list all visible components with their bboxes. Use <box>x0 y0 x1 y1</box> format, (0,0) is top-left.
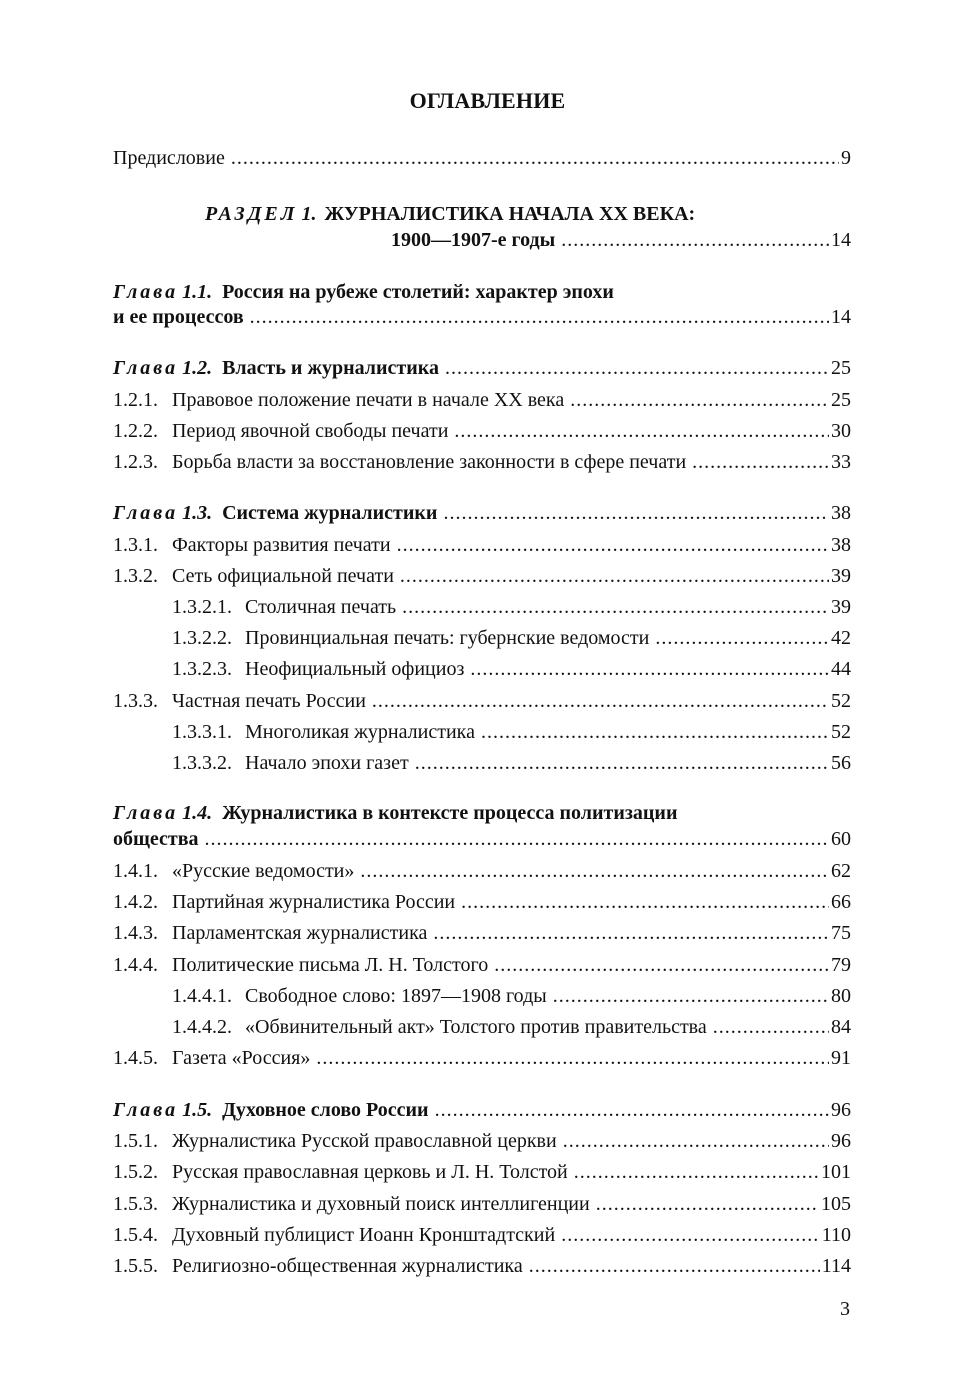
chapter-number: 1.5. <box>182 1099 213 1121</box>
toc-entry-title: Неофициальный официоз <box>245 658 465 680</box>
chapter-title-cont: общества <box>113 828 199 850</box>
toc-page-number: 38 <box>831 534 851 556</box>
toc-page-number: 14 <box>831 306 851 328</box>
chapter-heading-1-3 <box>113 501 437 525</box>
toc-entry-chapter-1-5[interactable] <box>113 1098 851 1122</box>
toc-entry[interactable] <box>113 1046 851 1070</box>
toc-page-number: 56 <box>831 752 851 774</box>
toc-page-number: 84 <box>831 1016 851 1038</box>
toc-page-number: 25 <box>831 357 851 379</box>
toc-entry-title: Предисловие <box>113 147 225 169</box>
toc-entry-number: 1.3.2.2. <box>172 627 232 649</box>
toc-entry[interactable] <box>113 419 851 443</box>
toc-page-number: 91 <box>831 1047 851 1069</box>
toc-entry-title: Сеть официальной печати <box>172 565 394 587</box>
toc-entry-number: 1.4.5. <box>113 1047 158 1069</box>
chapter-number: 1.2. <box>182 357 213 379</box>
toc-entry-title: Духовный публицист Иоанн Кронштадтский <box>172 1224 556 1246</box>
toc-entry-title: Борьба власти за восстановление законности в сфере печати <box>172 451 687 473</box>
toc-entry-title: Свободное слово: 1897—1908 годы <box>245 985 547 1007</box>
dot-leader <box>563 1129 829 1153</box>
dot-leader <box>433 921 829 945</box>
toc-entry[interactable] <box>113 533 851 557</box>
toc-page-number: 44 <box>831 658 851 680</box>
toc-entry-title: Журналистика Русской православной церкви <box>172 1130 557 1152</box>
toc-entry[interactable] <box>113 1223 851 1247</box>
toc-entry-section-1[interactable] <box>391 228 851 252</box>
toc-entry-number: 1.2.3. <box>113 451 158 473</box>
toc-entry-number: 1.2.1. <box>113 389 158 411</box>
chapter-title: Система журналистики <box>222 502 438 524</box>
dot-leader <box>692 450 829 474</box>
toc-entry-number: 1.3.1. <box>113 534 158 556</box>
dot-leader <box>402 595 829 619</box>
chapter-title: Духовное слово России <box>222 1099 429 1121</box>
dot-leader <box>561 228 829 252</box>
chapter-word: Глава <box>113 1099 179 1121</box>
toc-page-number: 25 <box>831 389 851 411</box>
toc-entry-chapter-1-2[interactable] <box>113 356 851 380</box>
dot-leader <box>574 1160 819 1184</box>
page-title: ОГЛАВЛЕНИЕ <box>409 88 566 113</box>
toc-entry[interactable] <box>172 984 851 1008</box>
toc-entry-title: Правовое положение печати в начале ХХ века <box>172 389 565 411</box>
toc-entry-title: Многоликая журналистика <box>245 721 475 743</box>
dot-leader <box>400 564 829 588</box>
toc-entry[interactable] <box>113 1160 851 1184</box>
toc-entry-title: «Обвинительный акт» Толстого против правительства <box>245 1016 707 1038</box>
toc-entry-title: Столичная печать <box>245 596 397 618</box>
dot-leader <box>570 388 829 412</box>
toc-page-number: 66 <box>831 891 851 913</box>
toc-entry-number: 1.5.5. <box>113 1255 158 1277</box>
toc-entry-title: Газета «Россия» <box>172 1047 311 1069</box>
dot-leader <box>713 1015 829 1039</box>
page-number: 3 <box>840 1298 850 1320</box>
toc-page-number: 105 <box>821 1193 851 1215</box>
chapter-heading-1-2 <box>113 356 439 380</box>
toc-entry[interactable] <box>172 595 851 619</box>
dot-leader <box>443 501 829 525</box>
dot-leader <box>250 305 829 329</box>
toc-entry-number: 1.4.4. <box>113 954 158 976</box>
dot-leader <box>655 626 829 650</box>
dot-leader <box>360 859 829 883</box>
section-heading <box>205 202 695 226</box>
section-title: ЖУРНАЛИСТИКА НАЧАЛА ХХ ВЕКА: <box>324 203 696 225</box>
section-subtitle: 1900—1907-е годы <box>391 229 556 251</box>
toc-page-number: 110 <box>821 1224 851 1246</box>
toc-entry-number: 1.4.4.2. <box>172 1016 232 1038</box>
toc-entry-number: 1.3.3. <box>113 690 158 712</box>
toc-entry-title: Русская православная церковь и Л. Н. Толстой <box>172 1161 568 1183</box>
toc-page-number: 96 <box>831 1130 851 1152</box>
dot-leader <box>454 419 829 443</box>
toc-page-number: 9 <box>841 147 851 169</box>
toc-page-number: 96 <box>831 1099 851 1121</box>
toc-entry[interactable] <box>113 1129 851 1153</box>
toc-entry[interactable] <box>172 720 851 744</box>
dot-leader <box>415 751 829 775</box>
toc-entry-number: 1.5.3. <box>113 1193 158 1215</box>
toc-entry-number: 1.4.3. <box>113 922 158 944</box>
chapter-title: Журналистика в контексте процесса политизации <box>222 802 678 824</box>
toc-entry-number: 1.4.4.1. <box>172 985 232 1007</box>
toc-page-number: 101 <box>821 1161 851 1183</box>
toc-entry[interactable] <box>113 921 851 945</box>
toc-entry[interactable] <box>113 859 851 883</box>
chapter-number: 1.1. <box>182 281 213 303</box>
chapter-heading-1-1 <box>113 280 614 304</box>
toc-page-number: 52 <box>831 721 851 743</box>
section-word: РАЗДЕЛ <box>205 203 298 225</box>
toc-entry-number: 1.3.3.1. <box>172 721 232 743</box>
dot-leader <box>445 356 829 380</box>
chapter-word: Глава <box>113 357 179 379</box>
chapter-word: Глава <box>113 802 179 824</box>
chapter-heading-1-4 <box>113 801 677 825</box>
dot-leader <box>435 1098 829 1122</box>
toc-page-number: 80 <box>831 985 851 1007</box>
toc-entry[interactable] <box>172 1015 851 1039</box>
toc-entry-number: 1.5.4. <box>113 1224 158 1246</box>
toc-entry-title: Партийная журналистика России <box>172 891 456 913</box>
toc-entry-number: 1.3.3.2. <box>172 752 232 774</box>
toc-page-number: 42 <box>831 627 851 649</box>
toc-entry[interactable] <box>113 953 851 977</box>
dot-leader <box>461 890 829 914</box>
dot-leader <box>481 720 829 744</box>
toc-entry[interactable] <box>113 1254 851 1278</box>
toc-entry[interactable] <box>113 890 851 914</box>
dot-leader <box>231 146 839 170</box>
dot-leader <box>372 689 829 713</box>
toc-entry-number: 1.3.2.1. <box>172 596 232 618</box>
toc-entry-chapter-1-1[interactable] <box>113 305 851 329</box>
dot-leader <box>494 953 829 977</box>
section-number: 1. <box>301 203 317 225</box>
toc-page-number: 39 <box>831 596 851 618</box>
toc-entry-number: 1.3.2. <box>113 565 158 587</box>
toc-page-number: 79 <box>831 954 851 976</box>
dot-leader <box>529 1254 820 1278</box>
toc-entry-title: Период явочной свободы печати <box>172 420 449 442</box>
toc-entry[interactable] <box>113 689 851 713</box>
toc-entry-chapter-1-4[interactable] <box>113 827 851 851</box>
dot-leader <box>553 984 829 1008</box>
chapter-heading-1-5 <box>113 1098 429 1122</box>
toc-entry[interactable] <box>172 657 851 681</box>
toc-page-number: 38 <box>831 502 851 524</box>
toc-entry-number: 1.3.2.3. <box>172 658 232 680</box>
toc-entry-title: Начало эпохи газет <box>245 752 409 774</box>
toc-page-number: 33 <box>831 451 851 473</box>
toc-page-number: 30 <box>831 420 851 442</box>
toc-entry[interactable] <box>172 751 851 775</box>
chapter-title: Власть и журналистика <box>222 357 439 379</box>
chapter-number: 1.4. <box>182 802 213 824</box>
toc-entry-number: 1.5.1. <box>113 1130 158 1152</box>
toc-entry-title: «Русские ведомости» <box>172 860 355 882</box>
chapter-title: Россия на рубеже столетий: характер эпохи <box>222 281 614 303</box>
toc-entry-title: Политические письма Л. Н. Толстого <box>172 954 489 976</box>
toc-entry[interactable] <box>113 450 851 474</box>
chapter-word: Глава <box>113 502 179 524</box>
toc-entry-title: Провинциальная печать: губернские ведомости <box>245 627 650 649</box>
dot-leader <box>470 657 829 681</box>
dot-leader <box>561 1223 820 1247</box>
toc-entry-number: 1.4.2. <box>113 891 158 913</box>
toc-entry-number: 1.4.1. <box>113 860 158 882</box>
toc-entry-title: Парламентская журналистика <box>172 922 428 944</box>
dot-leader <box>316 1046 829 1070</box>
toc-entry-title: Журналистика и духовный поиск интеллигенции <box>172 1193 590 1215</box>
toc-entry-chapter-1-3[interactable] <box>113 501 851 525</box>
toc-entry-title: Религиозно-общественная журналистика <box>172 1255 523 1277</box>
toc-page-number: 75 <box>831 922 851 944</box>
toc-entry-title: Частная печать России <box>172 690 366 712</box>
dot-leader <box>596 1192 819 1216</box>
chapter-title-cont: и ее процессов <box>113 306 244 328</box>
toc-page-number: 114 <box>821 1255 851 1277</box>
toc-page-number: 39 <box>831 565 851 587</box>
toc-entry[interactable] <box>113 388 851 412</box>
toc-page-number: 60 <box>831 828 851 850</box>
toc-entry-number: 1.5.2. <box>113 1161 158 1183</box>
toc-entry[interactable] <box>113 1192 851 1216</box>
chapter-word: Глава <box>113 281 179 303</box>
dot-leader <box>397 533 829 557</box>
dot-leader <box>205 827 829 851</box>
toc-entry[interactable] <box>113 564 851 588</box>
chapter-number: 1.3. <box>182 502 213 524</box>
toc-page-number: 62 <box>831 860 851 882</box>
toc-entry[interactable] <box>172 626 851 650</box>
toc-page-number: 14 <box>831 229 851 251</box>
toc-entry-preface[interactable] <box>113 146 851 170</box>
toc-entry-title: Факторы развития печати <box>172 534 391 556</box>
toc-entry-number: 1.2.2. <box>113 420 158 442</box>
toc-page-number: 52 <box>831 690 851 712</box>
